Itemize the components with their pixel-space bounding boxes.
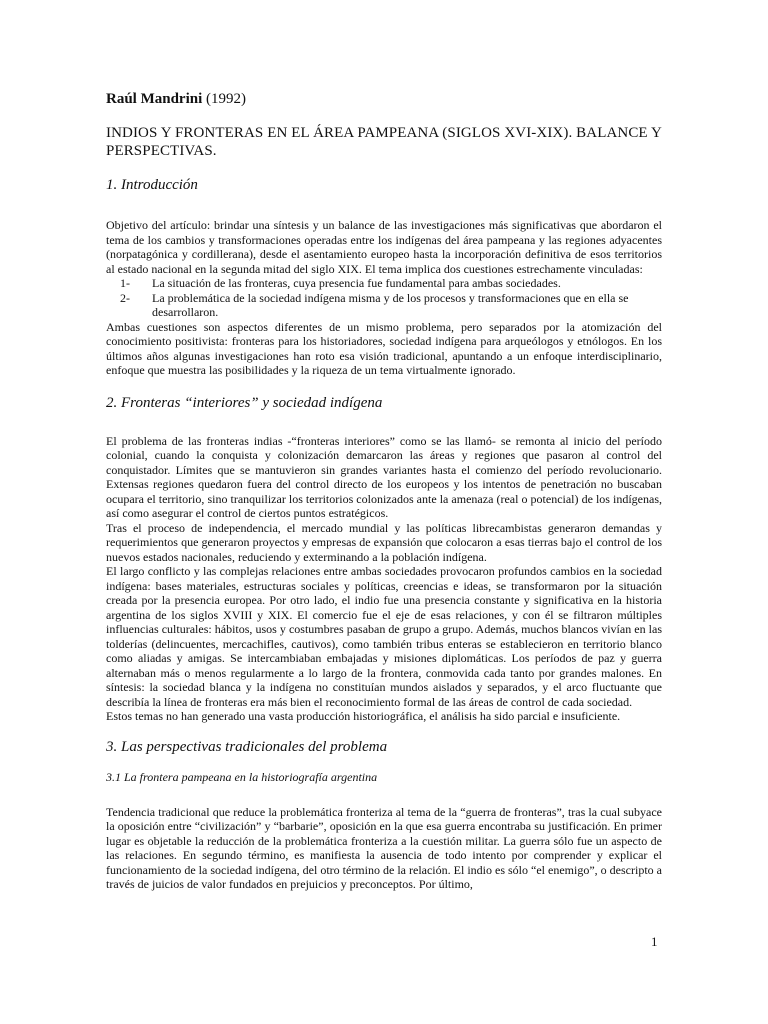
author-line bbox=[106, 90, 662, 108]
section-perspectivas bbox=[106, 738, 662, 892]
page-content bbox=[106, 90, 662, 892]
list-item-text: La situación de las fronteras, cuya presencia fue fundamental para ambas sociedades. bbox=[152, 276, 561, 290]
section-heading: 1. Introducción bbox=[106, 177, 198, 193]
list-item-number: 1- bbox=[120, 276, 130, 290]
paragraph: Tendencia tradicional que reduce la problemática fronteriza al tema de la “guerra de fronteras”, tras la cual subyace la oposición entre “civilización” y “barbarie”, oposición en la que esa guerra encontraba su justificación. En primer lugar es objetable la reducción de la problemática fronteriza a la cuestión militar. La guerra sólo fue un aspecto de las relaciones. En segundo término, es manifiesta la ausencia de todo intento por comprender y explicar el funcionamiento de la sociedad indígena, del otro término de la relación. El indio es sólo “el enemigo”, o descripto a través de juicios de valor fundados en prejuicios y preconceptos. Por último, bbox=[106, 804, 662, 891]
document-title: INDIOS Y FRONTERAS EN EL ÁREA PAMPEANA (SIGLOS XVI-XIX). BALANCE Y PERSPECTIVAS. bbox=[106, 125, 662, 159]
numbered-list bbox=[106, 276, 662, 320]
list-item-text: La problemática de la sociedad indígena misma y de los procesos y transformaciones que en ella se desarrollaron. bbox=[152, 290, 629, 319]
paragraph: Objetivo del artículo: brindar una síntesis y un balance de las investigaciones más significativas que abordaron el tema de los cambios y transformaciones operadas entre los indígenas del área pampeana y las regiones adyacentes (norpatagónica y cordillerana), desde el asentamiento europeo hasta la incorporación definitiva de esos territorios al estado nacional en la segunda mitad del siglo XIX. El tema implica dos cuestiones estrechamente vinculadas: bbox=[106, 218, 662, 276]
list-item-number: 2- bbox=[120, 290, 130, 305]
section-introduction bbox=[106, 176, 662, 378]
list-item bbox=[120, 276, 662, 291]
section-heading: 3. Las perspectivas tradicionales del problema bbox=[106, 738, 388, 755]
subsection-heading: 3.1 La frontera pampeana en la historiografía argentina bbox=[106, 769, 378, 784]
paragraph: Tras el proceso de independencia, el mercado mundial y las políticas librecambistas generaron demandas y requerimientos que generaron proyectos y empresas de expansión que colocaron a esas tierras bajo el control de los nuevos estados nacionales, reduciendo y exterminando a la población indígena. bbox=[106, 520, 662, 564]
paragraph: Estos temas no han generado una vasta producción historiográfica, el análisis ha sido parcial e insuficiente. bbox=[106, 709, 621, 723]
section-fronteras bbox=[106, 394, 662, 724]
publication-year: (1992) bbox=[206, 91, 247, 107]
section-heading: 2. Fronteras “interiores” y sociedad indígena bbox=[106, 394, 383, 411]
list-item bbox=[120, 291, 662, 320]
paragraph: El problema de las fronteras indias -“fronteras interiores” como se las llamó- se remonta al inicio del período colonial, cuando la conquista y colonización demarcaron las áreas y regiones que pasaron al control del conquistador. Límites que se mantuvieron sin grandes variantes hasta el comienzo del período revolucionario. Extensas regiones quedaron fuera del control directo de los europeos y los intentos de penetración no buscaban ocupara el territorio, sino tranquilizar los territorios colonizados ante la amenaza (real o potencial) de los indígenas, así como asegurar el control de ciertos puntos estratégicos. bbox=[106, 433, 662, 520]
page-number: 1 bbox=[651, 934, 658, 949]
author-name: Raúl Mandrini bbox=[106, 91, 203, 107]
paragraph: Ambas cuestiones son aspectos diferentes de un mismo problema, pero separados por la atomización del conocimiento positivista: fronteras para los historiadores, sociedad indígena para arqueólogos y etnólogos. En los últimos años algunas investigaciones han roto esa visión tradicional, apuntando a un enfoque interdisciplinario, enfoque que muestra las posibilidades y la riqueza de un tema virtualmente ignorado. bbox=[106, 319, 662, 377]
paragraph: El largo conflicto y las complejas relaciones entre ambas sociedades provocaron profundos cambios en la sociedad indígena: bases materiales, estructuras sociales y políticas, creencias e ideas, se transformaron por la situación creada por la presencia europea. Por otro lado, el indio fue una presencia constante y significativa en la historia argentina de los siglos XVIII y XIX. El comercio fue el eje de esas relaciones, y con él se filtraron múltiples influencias culturales: hábitos, usos y costumbres pasaban de grupo a grupo. Además, muchos blancos vivían en las tolderías (delincuentes, mercachifles, cautivos), como también tribus enteras se establecieron en territorio blanco como aliadas y amigas. Se intercambiaban embajadas y misiones diplomáticas. Los períodos de paz y guerra alternaban más o menos regularmente a lo largo de la frontera, conmovida cada tanto por grandes malones. En síntesis: la sociedad blanca y la indígena no constituían mundos aislados y separados, y el arco fluctuante que describía la línea de fronteras era más bien el reconocimiento formal de las áreas de control de cada sociedad. bbox=[106, 564, 662, 709]
